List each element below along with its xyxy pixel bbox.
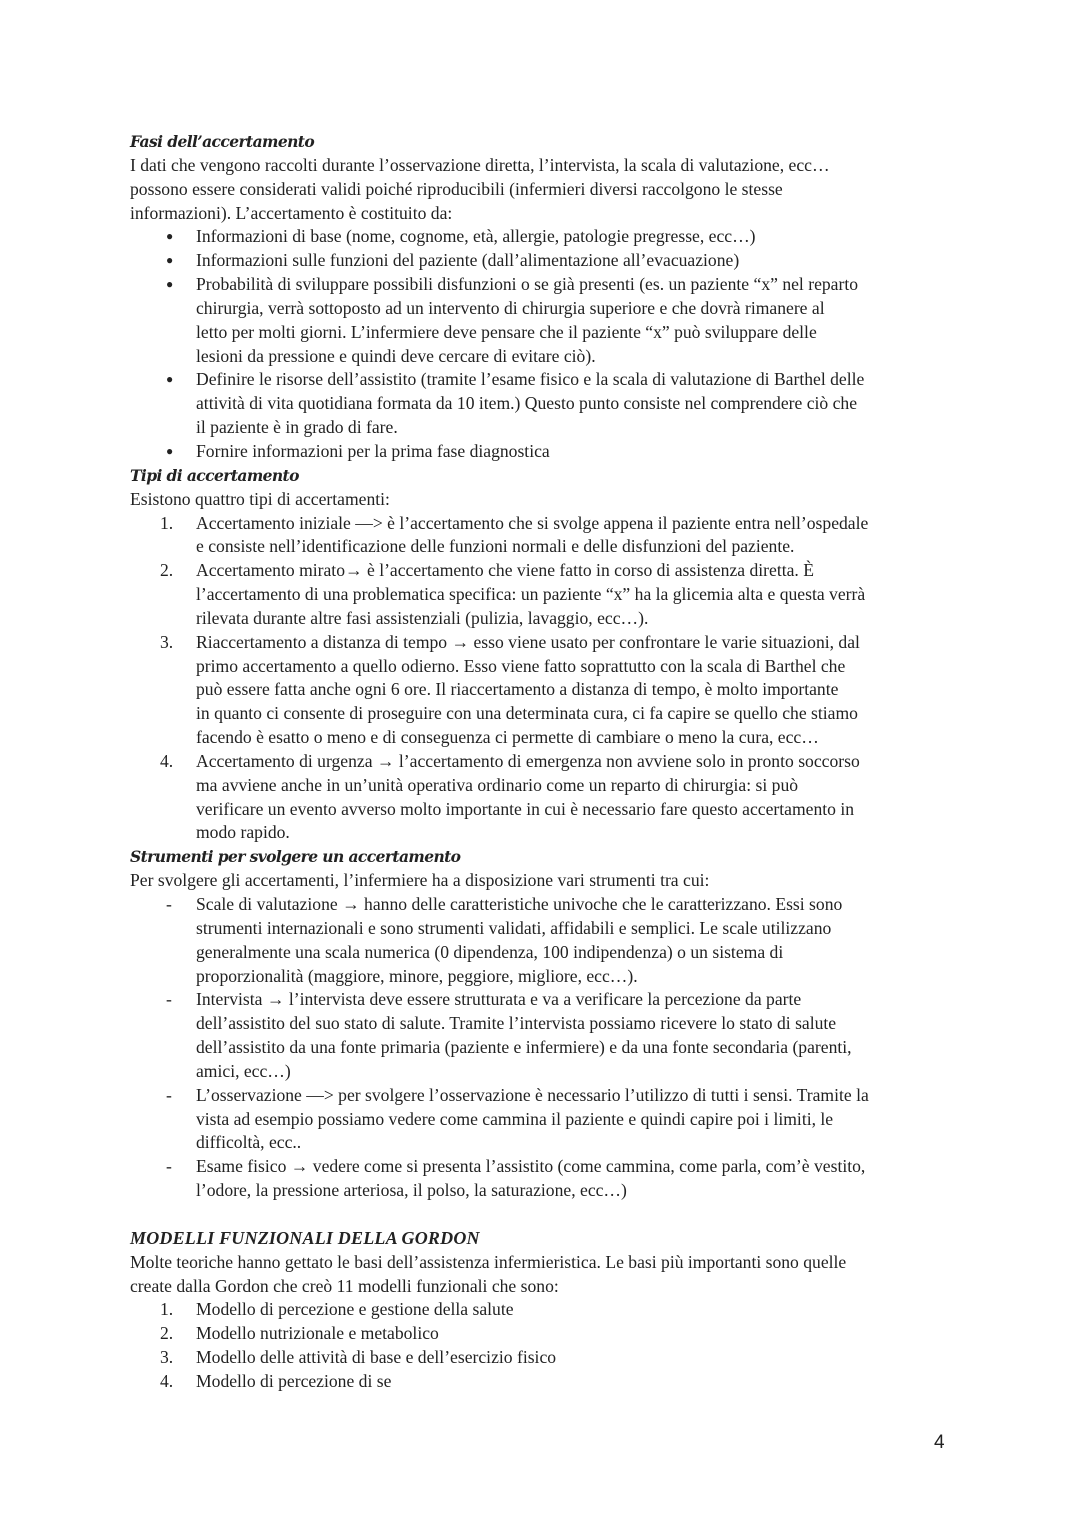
list-item xyxy=(130,893,960,988)
list-item-line: Modello di percezione e gestione della salute xyxy=(196,1299,514,1320)
list-item-line: dell’assistito da una fonte primaria (paziente e infermiere) e da una fonte secondaria (parenti, xyxy=(196,1037,852,1058)
list-item xyxy=(130,1084,960,1156)
list-item-line: Definire le risorse dell’assistito (tramite l’esame fisico e la scala di valutazione di Barthel delle xyxy=(196,369,865,390)
list-item xyxy=(130,368,960,440)
list-item-line: amici, ecc…) xyxy=(196,1060,291,1081)
list-item-line: dell’assistito del suo stato di salute. Tramite l’intervista possiamo ricevere lo stato di salute xyxy=(196,1013,837,1034)
list-marker: 2. xyxy=(160,1323,174,1344)
list-marker: - xyxy=(166,1156,172,1177)
bullet-icon: ● xyxy=(166,229,174,244)
list-item-line: Modello nutrizionale e metabolico xyxy=(196,1323,439,1344)
paragraph-line: Per svolgere gli accertamenti, l’infermiere ha a disposizione vari strumenti tra cui: xyxy=(130,870,710,891)
paragraph-line: Esistono quattro tipi di accertamenti: xyxy=(130,488,390,509)
number-list xyxy=(130,1298,960,1393)
list-item xyxy=(130,1298,960,1322)
list-item-line: Intervista → l’intervista deve essere strutturata e va a verificare la percezione da parte xyxy=(196,989,802,1010)
list-item-line: e consiste nell’identificazione delle funzioni normali e delle disfunzioni del paziente. xyxy=(196,536,795,557)
section-heading: Tipi di accertamento xyxy=(130,465,299,485)
list-item xyxy=(130,1346,960,1370)
list-item-line: attività di vita quotidiana formata da 10 item.) Questo punto consiste nel comprendere ciò che xyxy=(196,393,858,414)
paragraph-line: I dati che vengono raccolti durante l’osservazione diretta, l’intervista, la scala di valutazione, ecc… xyxy=(130,154,830,175)
section-heading: MODELLI FUNZIONALI DELLA GORDON xyxy=(130,1227,480,1248)
list-marker: 3. xyxy=(160,631,174,652)
list-marker: - xyxy=(166,894,172,914)
list-item-line: facendo è esatto o meno e di conseguenza ci permette di cambiare o meno la cura, ecc… xyxy=(196,727,819,748)
list-item-line: in quanto ci consente di proseguire con una determinata cura, ci fa capire se quello che stiamo xyxy=(196,703,858,724)
list-item-line: Informazioni di base (nome, cognome, età, allergie, patologie pregresse, ecc…) xyxy=(196,226,756,247)
section xyxy=(130,845,960,1227)
list-item-line: l’accertamento di una problematica specifica: un paziente “x” ha la glicemia alta e questa verrà xyxy=(196,584,866,605)
list-item-line: il paziente è in grado di fare. xyxy=(196,417,398,438)
list-item xyxy=(130,988,960,1083)
list-item-line: Modello di percezione di se xyxy=(196,1370,392,1391)
list-item-line: chirurgia, verrà sottoposto ad un intervento di chirurgia superiore e che dovrà rimanere al xyxy=(196,297,825,318)
section-heading: Strumenti per svolgere un accertamento xyxy=(130,847,461,867)
list-item-line: vista ad esempio possiamo vedere come cammina il paziente e quindi capire poi i limiti, le xyxy=(196,1108,834,1129)
paragraph-line: create dalla Gordon che creò 11 modelli funzionali che sono: xyxy=(130,1275,559,1296)
list-item-line: verificare un evento avverso molto importante in cui è necessario fare questo accertamento in xyxy=(196,798,855,819)
number-list xyxy=(130,512,960,846)
list-item-line: Modello delle attività di base e dell’esercizio fisico xyxy=(196,1347,557,1368)
list-item xyxy=(130,225,960,249)
list-item-line: Esame fisico → vedere come si presenta l’assistito (come cammina, come parla, com’è vestito, xyxy=(196,1156,866,1177)
list-item-line: generalmente una scala numerica (0 dipendenza, 100 indipendenza) o un sistema di xyxy=(196,941,784,962)
section-heading: Fasi dell’accertamento xyxy=(130,132,315,151)
list-item-line: difficoltà, ecc.. xyxy=(196,1132,302,1153)
list-item-line: ma avviene anche in un’unità operativa ordinario come un reparto di chirurgia: si può xyxy=(196,774,799,795)
list-marker: 4. xyxy=(160,1370,174,1391)
list-item-line: proporzionalità (maggiore, minore, peggiore, migliore, ecc…). xyxy=(196,965,638,986)
list-item-line: Accertamento di urgenza → l’accertamento di emergenza non avviene solo in pronto soccorso xyxy=(196,750,860,771)
dash-list xyxy=(130,893,960,1203)
list-item xyxy=(130,273,960,368)
list-item xyxy=(130,440,960,464)
list-item xyxy=(130,750,960,845)
list-marker: - xyxy=(166,989,172,1010)
list-item-line: letto per molti giorni. L’infermiere deve pensare che il paziente “x” può sviluppare delle xyxy=(196,321,817,342)
bullet-list xyxy=(130,225,960,463)
list-item-line: Accertamento iniziale —> è l’accertamento che si svolge appena il paziente entra nell’ospedale xyxy=(196,512,869,533)
list-marker: 1. xyxy=(160,512,174,533)
page-number: 4 xyxy=(934,1432,945,1453)
list-item-line: strumenti internazionali e sono strumenti validati, affidabili e semplici. Le scale utilizzano xyxy=(196,917,832,938)
list-item-line: L’osservazione —> per svolgere l’osservazione è necessario l’utilizzo di tutti i sensi. Tramite la xyxy=(196,1084,869,1105)
bullet-icon: ● xyxy=(166,277,174,292)
spacer xyxy=(130,1203,960,1227)
paragraph-line: Molte teoriche hanno gettato le basi dell’assistenza infermieristica. Le basi più importanti sono quelle xyxy=(130,1251,847,1272)
list-item xyxy=(130,1155,960,1203)
list-item xyxy=(130,631,960,750)
list-item-line: lesioni da pressione e quindi deve cercare di evitare ciò). xyxy=(196,345,596,366)
list-marker: - xyxy=(166,1084,172,1105)
list-item-line: l’odore, la pressione arteriosa, il polso, la saturazione, ecc…) xyxy=(196,1180,627,1201)
bullet-icon: ● xyxy=(166,253,174,268)
list-item xyxy=(130,249,960,273)
section xyxy=(130,130,960,464)
list-marker: 2. xyxy=(160,560,174,581)
list-item-line: Informazioni sulle funzioni del paziente (dall’alimentazione all’evacuazione) xyxy=(196,250,740,271)
list-item xyxy=(130,1370,960,1394)
section xyxy=(130,1227,960,1394)
list-item-line: Scale di valutazione → hanno delle caratteristiche univoche che le caratterizzano. Essi sono xyxy=(196,894,843,914)
list-item-line: può essere fatta anche ogni 6 ore. Il riaccertamento a distanza di tempo, è molto importante xyxy=(196,679,839,700)
list-item-line: primo accertamento a quello odierno. Esso viene fatto soprattutto con la scala di Barthel che xyxy=(196,655,846,676)
section xyxy=(130,464,960,846)
bullet-icon: ● xyxy=(166,372,174,387)
list-item-line: Probabilità di sviluppare possibili disfunzioni o se già presenti (es. un paziente “x” nel reparto xyxy=(196,274,859,295)
list-item-line: Riaccertamento a distanza di tempo → esso viene usato per confrontare le varie situazioni, dal xyxy=(196,631,860,652)
list-item-line: Accertamento mirato→ è l’accertamento che viene fatto in corso di assistenza diretta. È xyxy=(196,560,814,581)
list-item xyxy=(130,512,960,560)
list-marker: 3. xyxy=(160,1347,174,1368)
list-marker: 1. xyxy=(160,1299,174,1320)
list-item xyxy=(130,1322,960,1346)
document-body xyxy=(130,130,960,1394)
list-item-line: modo rapido. xyxy=(196,822,290,843)
list-item-line: Fornire informazioni per la prima fase diagnostica xyxy=(196,440,550,461)
list-marker: 4. xyxy=(160,750,174,771)
paragraph-line: possono essere considerati validi poiché riproducibili (infermieri diversi raccolgono le stesse xyxy=(130,178,783,199)
list-item xyxy=(130,559,960,631)
bullet-icon: ● xyxy=(166,443,174,458)
list-item-line: rilevata durante altre fasi assistenziali (pulizia, lavaggio, ecc…). xyxy=(196,607,649,628)
paragraph-line: informazioni). L’accertamento è costituito da: xyxy=(130,202,453,223)
